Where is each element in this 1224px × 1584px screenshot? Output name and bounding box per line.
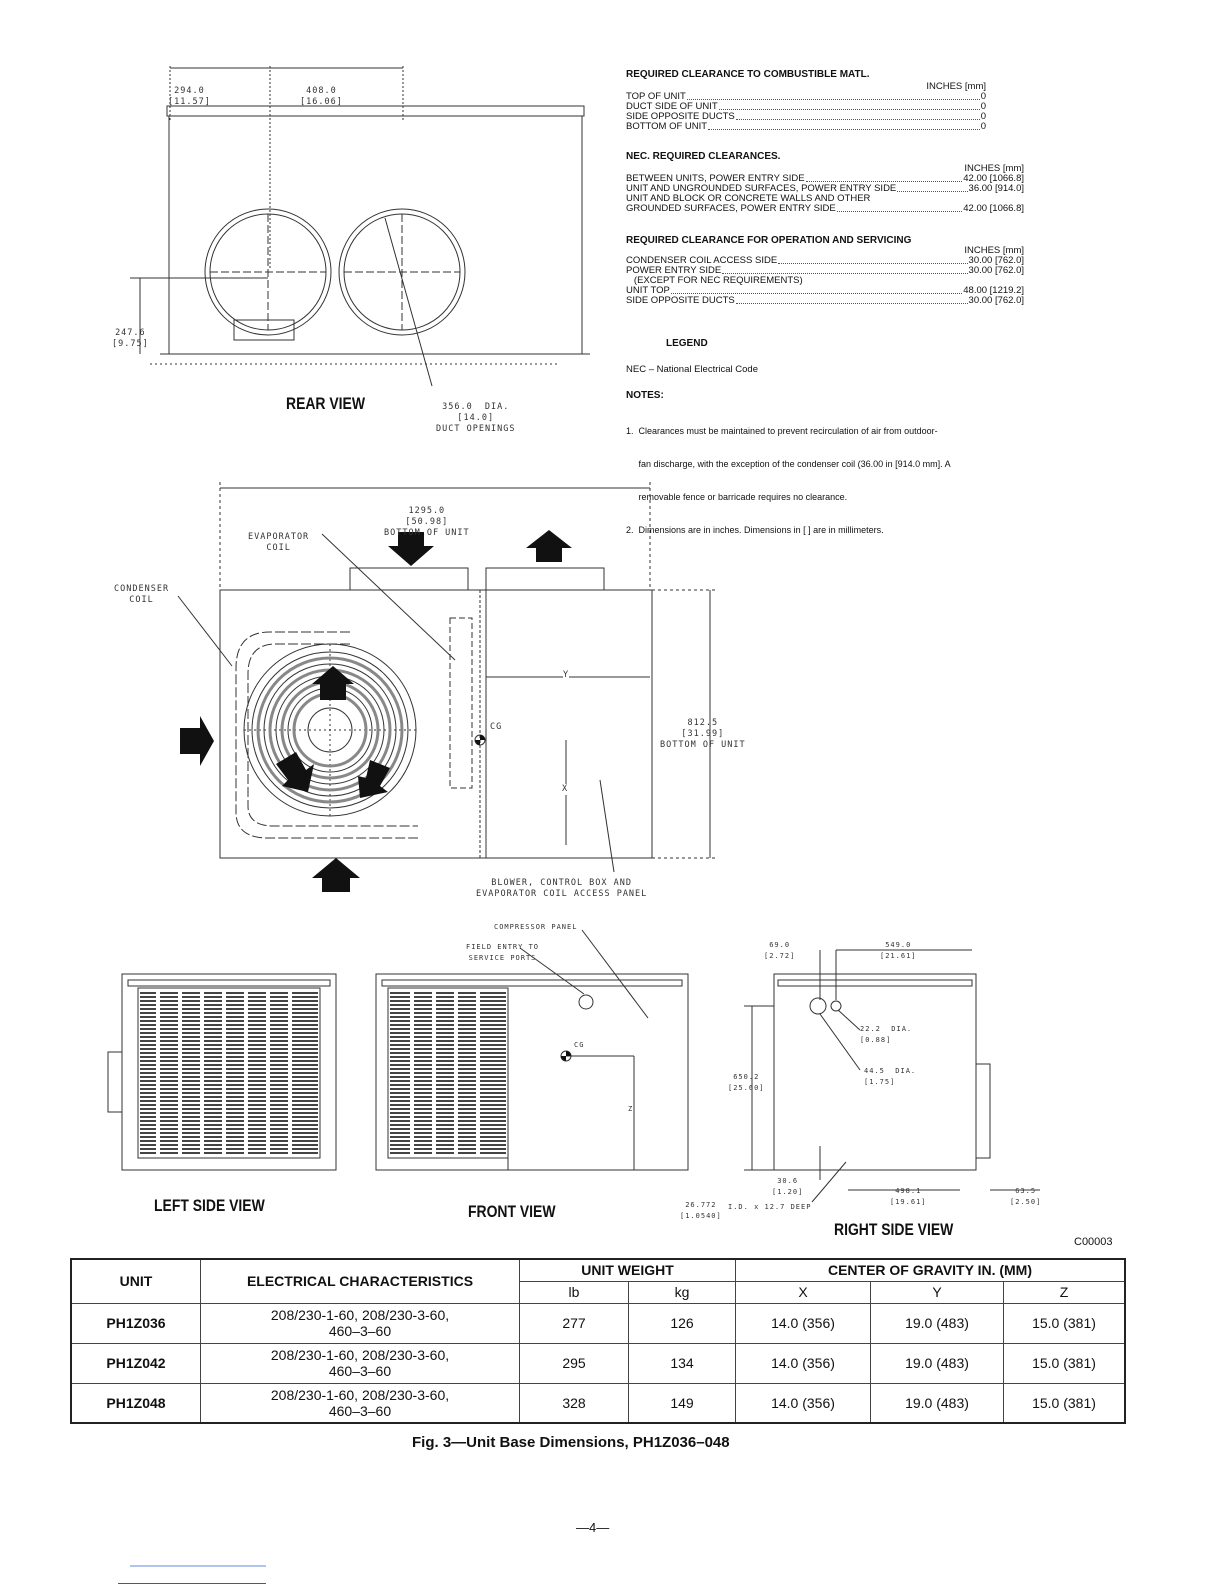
- row-kg: 126: [629, 1303, 736, 1343]
- top-dim-depth: 812.5 [31.99] BOTTOM OF UNIT: [660, 718, 746, 750]
- figure-code: C00003: [1074, 1236, 1113, 1248]
- spec-row: SIDE OPPOSITE DUCTS 0: [626, 111, 986, 122]
- spec-row: BETWEEN UNITS, POWER ENTRY SIDE 42.00 [1066.8]: [626, 173, 1024, 184]
- service-units: INCHES [mm]: [964, 245, 1024, 256]
- right-dim-63: 63.5 [2.50]: [1010, 1187, 1042, 1206]
- row-x: 14.0 (356): [736, 1343, 871, 1383]
- row-y: 19.0 (483): [871, 1383, 1004, 1423]
- combustible-units: INCHES [mm]: [926, 81, 986, 92]
- table-row: [71, 1303, 1125, 1343]
- spec-row: UNIT AND UNGROUNDED SURFACES, POWER ENTRY SIDE 36.00 [914.0]: [626, 183, 1024, 194]
- rear-dim-width-right: 408.0 [16.06]: [300, 86, 343, 107]
- right-dim-650: 650.2 [25.60]: [728, 1073, 765, 1092]
- row-lb: 328: [520, 1383, 629, 1423]
- row-z: 15.0 (381): [1004, 1383, 1126, 1423]
- row-y: 19.0 (483): [871, 1303, 1004, 1343]
- nec-title: NEC. REQUIRED CLEARANCES.: [626, 151, 781, 162]
- legend-text: NEC – National Electrical Code: [626, 364, 759, 375]
- header-unit: UNIT: [71, 1259, 201, 1303]
- spec-row: UNIT AND BLOCK OR CONCRETE WALLS AND OTHER: [626, 193, 871, 204]
- header-kg: kg: [629, 1281, 736, 1303]
- row-kg: 149: [629, 1383, 736, 1423]
- spec-row: (EXCEPT FOR NEC REQUIREMENTS): [626, 275, 803, 286]
- header-x: X: [736, 1281, 871, 1303]
- row-x: 14.0 (356): [736, 1383, 871, 1423]
- row-z: 15.0 (381): [1004, 1343, 1126, 1383]
- page-number: —4—: [576, 1520, 610, 1535]
- spec-row: SIDE OPPOSITE DUCTS 30.00 [762.0]: [626, 295, 1024, 306]
- blower-access-label: BLOWER, CONTROL BOX AND EVAPORATOR COIL ACCESS PANEL: [476, 878, 648, 899]
- compressor-panel-label: COMPRESSOR PANEL: [494, 923, 578, 931]
- notes-title: NOTES:: [626, 390, 664, 401]
- spec-row: BOTTOM OF UNIT 0: [626, 121, 986, 132]
- right-dim-22: 22.2 DIA. [0.88]: [860, 1025, 913, 1044]
- header-lb: lb: [520, 1281, 629, 1303]
- header-weight: UNIT WEIGHT: [520, 1259, 736, 1281]
- table-row: [71, 1383, 1125, 1423]
- row-unit: PH1Z042: [71, 1343, 201, 1383]
- right-dim-498: 498.1 [19.61]: [890, 1187, 927, 1206]
- note-line: removable fence or barricade requires no clearance.: [626, 492, 848, 502]
- row-unit: PH1Z036: [71, 1303, 201, 1343]
- rear-dim-width-left: 294.0 [11.57]: [168, 86, 211, 107]
- header-y: Y: [871, 1281, 1004, 1303]
- coil-fins: [140, 990, 506, 1156]
- header-z: Z: [1004, 1281, 1126, 1303]
- rear-view-label: REAR VIEW: [286, 394, 366, 413]
- front-cg-label: CG: [574, 1041, 585, 1049]
- top-y-label: Y: [563, 670, 570, 680]
- top-cg-label: CG: [490, 722, 503, 732]
- top-x-label: X: [562, 784, 569, 794]
- row-x: 14.0 (356): [736, 1303, 871, 1343]
- right-dim-549: 549.0 [21.61]: [880, 941, 917, 960]
- nec-clearance-block: [626, 138, 1024, 214]
- rear-dim-height: 247.6 [9.75]: [112, 328, 149, 349]
- right-dim-id-label: I.D. x 12.7 DEEP: [728, 1203, 812, 1211]
- spec-row: TOP OF UNIT 0: [626, 91, 986, 102]
- service-title: REQUIRED CLEARANCE FOR OPERATION AND SERVICING: [626, 235, 912, 246]
- evaporator-coil-label: EVAPORATOR COIL: [248, 532, 310, 553]
- header-cg: CENTER OF GRAVITY IN. (MM): [736, 1259, 1126, 1281]
- row-electrical: 208/230-1-60, 208/230-3-60, 460–3–60: [201, 1343, 520, 1383]
- row-kg: 134: [629, 1343, 736, 1383]
- note-line: 1. Clearances must be maintained to prevent recirculation of air from outdoor-: [626, 426, 938, 436]
- center-of-gravity-table: [70, 1258, 1126, 1424]
- spec-row: CONDENSER COIL ACCESS SIDE 30.00 [762.0]: [626, 255, 1024, 266]
- note-line: 2. Dimensions are in inches. Dimensions in [ ] are in millimeters.: [626, 525, 884, 535]
- combustible-title: REQUIRED CLEARANCE TO COMBUSTIBLE MATL.: [626, 69, 870, 80]
- notes-list: [626, 404, 1056, 547]
- row-lb: 295: [520, 1343, 629, 1383]
- spec-row: POWER ENTRY SIDE 30.00 [762.0]: [626, 265, 1024, 276]
- figure-caption: Fig. 3—Unit Base Dimensions, PH1Z036–048: [412, 1434, 730, 1451]
- note-line: fan discharge, with the exception of the condenser coil (36.00 in [914.0 mm]. A: [626, 459, 951, 469]
- combustible-clearance-block: [626, 56, 986, 132]
- top-dim-width: 1295.0 [50.98] BOTTOM OF UNIT: [384, 506, 470, 538]
- left-side-view-label: LEFT SIDE VIEW: [154, 1196, 265, 1215]
- row-lb: 277: [520, 1303, 629, 1343]
- legend-title: LEGEND: [666, 338, 708, 349]
- front-view-label: FRONT VIEW: [468, 1202, 556, 1221]
- row-electrical: 208/230-1-60, 208/230-3-60, 460–3–60: [201, 1303, 520, 1343]
- rear-dim-duct: 356.0 DIA. [14.0] DUCT OPENINGS: [436, 402, 516, 434]
- condenser-coil-label: CONDENSER COIL: [114, 584, 170, 605]
- row-unit: PH1Z048: [71, 1383, 201, 1423]
- row-electrical: 208/230-1-60, 208/230-3-60, 460–3–60: [201, 1383, 520, 1423]
- row-z: 15.0 (381): [1004, 1303, 1126, 1343]
- spec-row: GROUNDED SURFACES, POWER ENTRY SIDE 42.00 [1066.8]: [626, 203, 1024, 214]
- right-side-view-label: RIGHT SIDE VIEW: [834, 1220, 954, 1239]
- front-z-label: Z: [628, 1105, 634, 1113]
- nec-units: INCHES [mm]: [964, 163, 1024, 174]
- row-y: 19.0 (483): [871, 1343, 1004, 1383]
- right-dim-44: 44.5 DIA. [1.75]: [864, 1067, 917, 1086]
- service-clearance-block: [626, 222, 1024, 306]
- spec-row: UNIT TOP 48.00 [1219.2]: [626, 285, 1024, 296]
- table-row: [71, 1343, 1125, 1383]
- header-electrical: ELECTRICAL CHARACTERISTICS: [201, 1259, 520, 1303]
- field-entry-label: FIELD ENTRY TO SERVICE PORTS: [466, 943, 540, 962]
- right-dim-30: 30.6 [1.20]: [772, 1177, 804, 1196]
- right-dim-26: 26.772 [1.0540]: [680, 1201, 722, 1220]
- right-dim-69: 69.0 [2.72]: [764, 941, 796, 960]
- spec-row: DUCT SIDE OF UNIT 0: [626, 101, 986, 112]
